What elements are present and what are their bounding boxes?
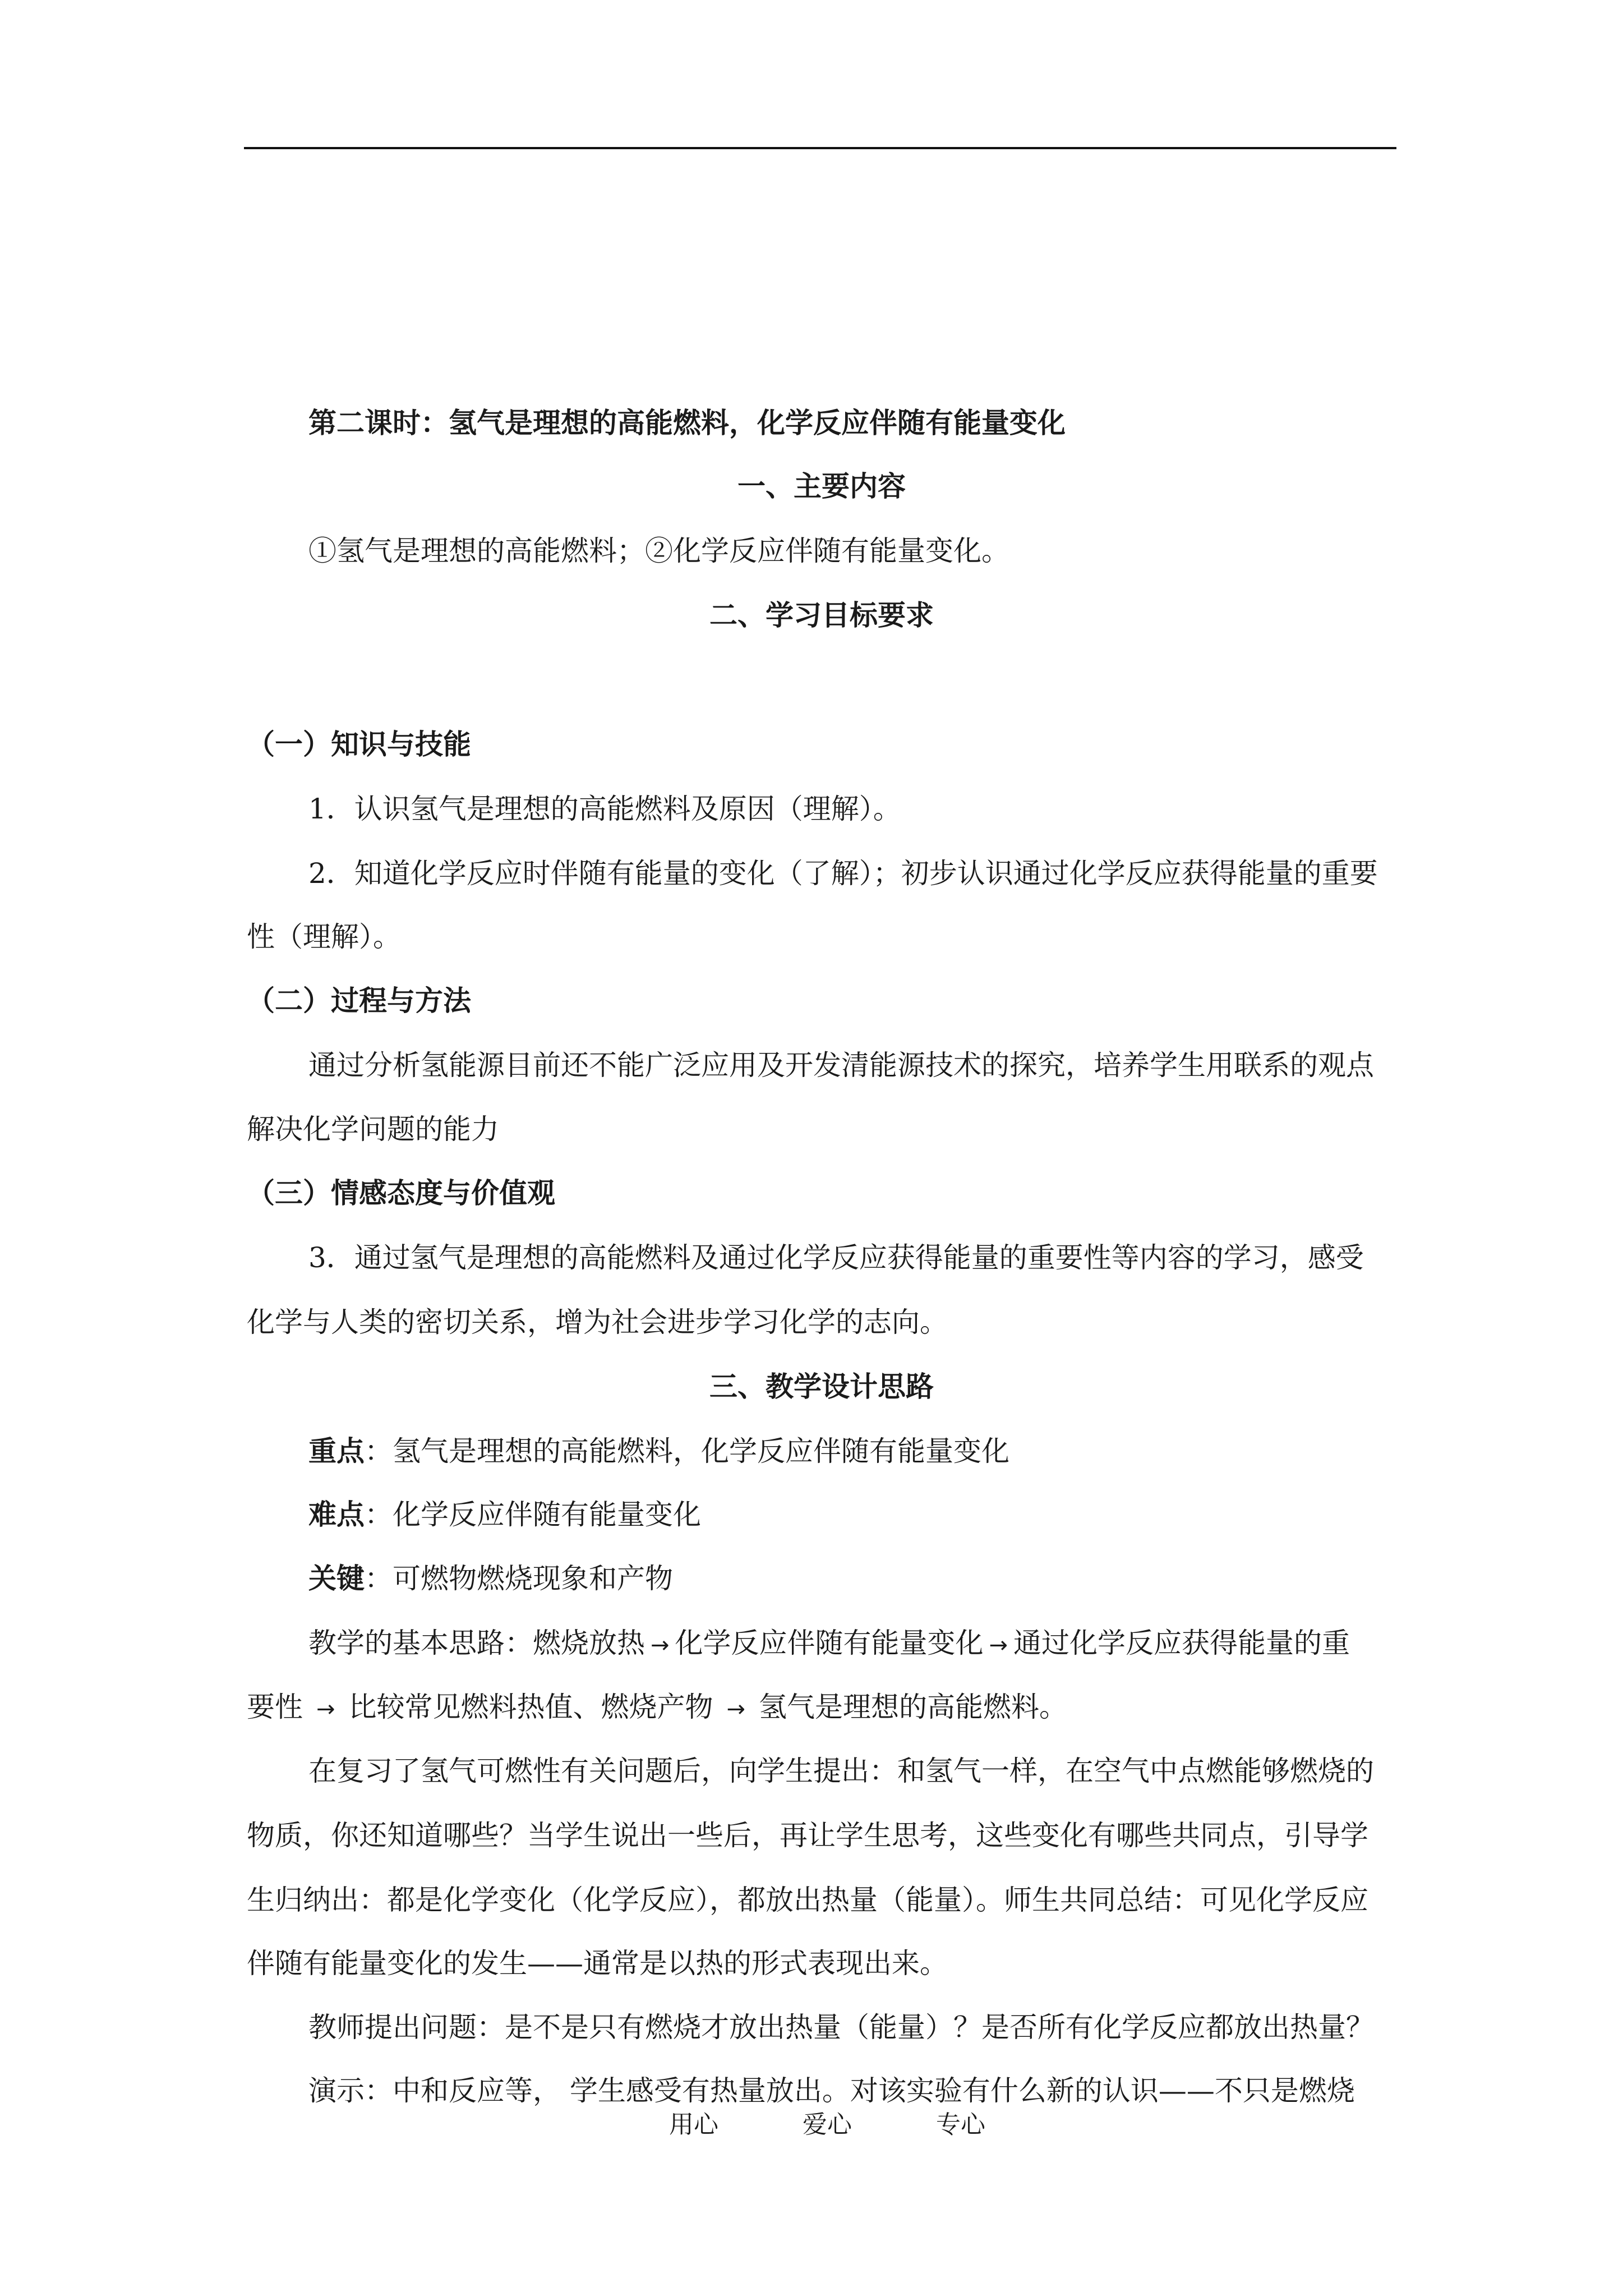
difficulty-row (247, 1497, 1458, 1533)
approach-step-text: 氢气是理想的高能燃料。 (759, 1691, 1068, 1723)
approach-step-text: 通过化学反应获得能量的重 (1013, 1627, 1350, 1659)
process-method-line-1: 通过分析氢能源目前还不能广泛应用及开发清能源技术的探究，培养学生用联系的观点 (308, 1049, 1374, 1082)
section-heading-teaching-design: 三、教学设计思路 (709, 1370, 934, 1403)
key-point-row (247, 1433, 1458, 1469)
paragraph-1-line-2: 物质，你还知道哪些？当学生说出一些后，再让学生思考，这些变化有哪些共同点，引导学 (247, 1819, 1368, 1852)
crux-label: 关键 (308, 1562, 365, 1595)
subsection-heading-knowledge-skills: （一）知识与技能 (247, 728, 471, 761)
main-content-text: ①氢气是理想的高能燃料；②化学反应伴随有能量变化。 (308, 535, 1009, 567)
header-rule (244, 147, 1396, 149)
goal-item-2-line-1: 2．知道化学反应时伴随有能量的变化（了解）；初步认识通过化学反应获得能量的重要 (308, 857, 1378, 890)
teaching-approach-line-2 (247, 1689, 1396, 1727)
goal-item-1: 1．认识氢气是理想的高能燃料及原因（理解）。 (308, 793, 901, 825)
footer-word-1: 用心 (669, 2110, 718, 2139)
goal-item-3-line-1: 3．通过氢气是理想的高能燃料及通过化学反应获得能量的重要性等内容的学习，感受 (308, 1241, 1364, 1274)
right-arrow-icon: → (316, 1696, 335, 1722)
paragraph-1-line-3: 生归纳出：都是化学变化（化学反应），都放出热量（能量）。师生共同总结：可见化学反应 (247, 1884, 1368, 1916)
footer-word-3: 专心 (936, 2110, 985, 2139)
crux-row (247, 1561, 1458, 1596)
footer-word-2: 爱心 (803, 2110, 852, 2139)
goal-item-3-line-2: 化学与人类的密切关系，增为社会进步学习化学的志向。 (247, 1306, 948, 1338)
paragraph-2: 教师提出问题：是不是只有燃烧才放出热量（能量）？是否所有化学反应都放出热量？ (308, 2011, 1374, 2044)
subsection-heading-attitude-values: （三）情感态度与价值观 (247, 1176, 555, 1209)
lesson-title: 第二课时：氢气是理想的高能燃料，化学反应伴随有能量变化 (308, 406, 1066, 439)
approach-step-text: 教学的基本思路：燃烧放热 (308, 1627, 645, 1659)
right-arrow-icon: → (989, 1632, 1008, 1658)
paragraph-3: 演示：中和反应等， 学生感受有热量放出。对该实验有什么新的认识——不只是燃烧 (308, 2074, 1355, 2107)
right-arrow-icon: → (651, 1632, 670, 1658)
goal-item-2-line-2: 性（理解）。 (247, 921, 401, 953)
approach-step-text: 化学反应伴随有能量变化 (675, 1627, 984, 1659)
approach-step-text: 要性 (247, 1691, 303, 1723)
key-point-text: ：氢气是理想的高能燃料，化学反应伴随有能量变化 (365, 1435, 1009, 1467)
approach-step-text: 比较常见燃料热值、燃烧产物 (348, 1691, 713, 1723)
difficulty-label: 难点 (308, 1498, 365, 1531)
teaching-approach-line-1 (247, 1625, 1458, 1663)
difficulty-text: ：化学反应伴随有能量变化 (365, 1498, 701, 1531)
section-heading-main-content: 一、主要内容 (737, 470, 906, 503)
section-heading-learning-goals: 二、学习目标要求 (709, 599, 934, 632)
paragraph-1-line-4: 伴随有能量变化的发生——通常是以热的形式表现出来。 (247, 1947, 948, 1980)
subsection-heading-process-method: （二）过程与方法 (247, 984, 471, 1017)
crux-text: ：可燃物燃烧现象和产物 (365, 1562, 673, 1595)
right-arrow-icon: → (726, 1696, 746, 1722)
key-point-label: 重点 (308, 1434, 365, 1467)
paragraph-1-line-1: 在复习了氢气可燃性有关问题后，向学生提出：和氢气一样，在空气中点燃能够燃烧的 (308, 1755, 1374, 1787)
process-method-line-2: 解决化学问题的能力 (247, 1113, 499, 1145)
page-footer (669, 2109, 985, 2141)
